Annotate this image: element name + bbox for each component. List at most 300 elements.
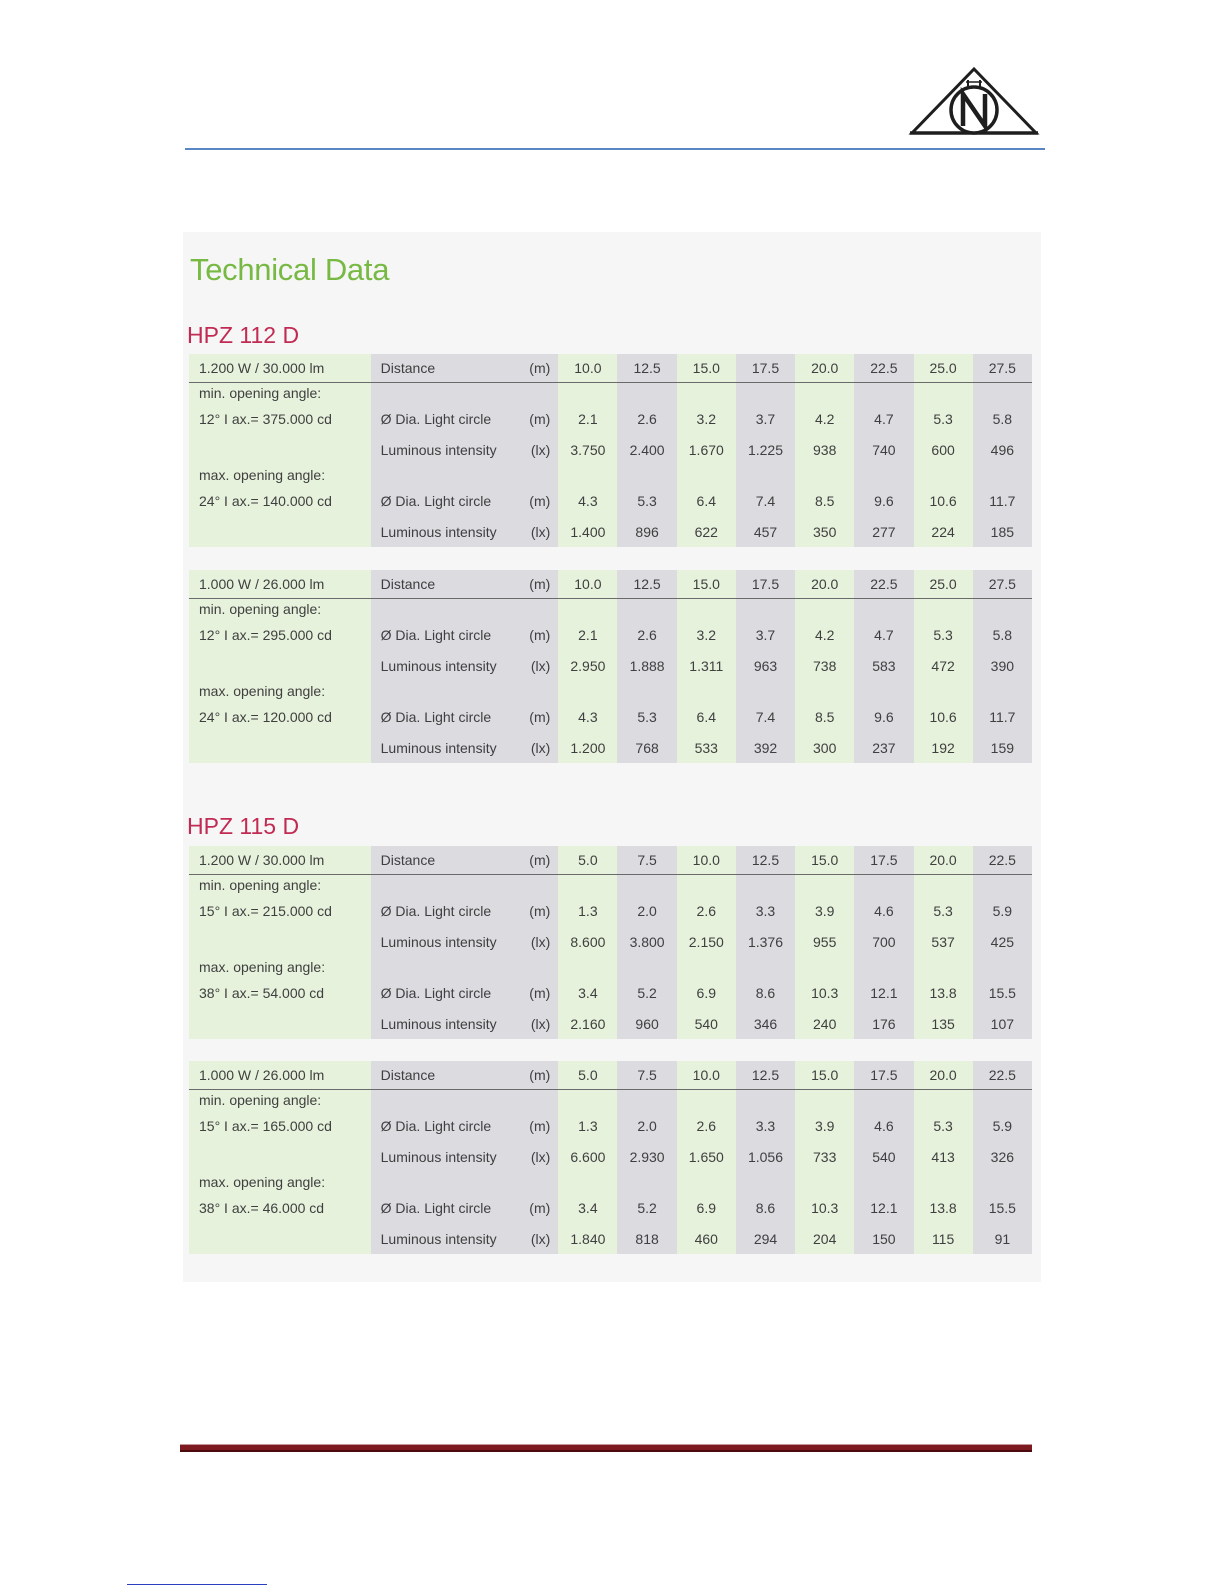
distance-value: 7.5 <box>617 846 676 875</box>
lux-unit: (lx) <box>524 1223 558 1254</box>
max-dia-value: 7.4 <box>736 701 795 732</box>
empty-cell <box>973 1172 1032 1192</box>
distance-unit: (m) <box>524 354 558 383</box>
max-lux-value: 240 <box>795 1008 854 1039</box>
max-lux-value: 91 <box>973 1223 1032 1254</box>
min-dia-value: 5.3 <box>914 619 973 650</box>
max-dia-value: 5.2 <box>617 977 676 1008</box>
max-dia-value: 6.4 <box>677 701 736 732</box>
distance-unit: (m) <box>524 1061 558 1090</box>
min-dia-value: 3.7 <box>736 619 795 650</box>
min-angle-label: min. opening angle: <box>189 599 371 620</box>
min-dia-value: 3.2 <box>677 619 736 650</box>
lux-label: Luminous intensity <box>371 434 525 465</box>
max-lux-value: 185 <box>973 516 1032 547</box>
min-angle-desc: 12° I ax.= 295.000 cd <box>189 619 371 650</box>
distance-value: 10.0 <box>677 846 736 875</box>
max-dia-value: 6.4 <box>677 485 736 516</box>
min-lux-value: 2.400 <box>617 434 676 465</box>
min-lux-value: 1.888 <box>617 650 676 681</box>
lux-label: Luminous intensity <box>371 1141 525 1172</box>
max-dia-value: 11.7 <box>973 485 1032 516</box>
min-dia-value: 5.3 <box>914 1110 973 1141</box>
empty-cell <box>558 957 617 977</box>
empty-cell <box>677 465 736 485</box>
max-lux-value: 818 <box>617 1223 676 1254</box>
max-dia-value: 3.4 <box>558 1192 617 1223</box>
empty-cell <box>524 1172 558 1192</box>
max-lux-value: 176 <box>854 1008 913 1039</box>
max-lux-value: 392 <box>736 732 795 763</box>
empty-cell <box>795 1090 854 1111</box>
empty-cell <box>617 681 676 701</box>
table-row <box>189 895 1032 926</box>
max-dia-value: 12.1 <box>854 1192 913 1223</box>
max-dia-value: 5.2 <box>617 1192 676 1223</box>
dia-label: Ø Dia. Light circle <box>371 1110 525 1141</box>
empty-cell <box>914 1090 973 1111</box>
empty-cell <box>677 1172 736 1192</box>
table-header-row <box>189 570 1032 599</box>
max-angle-desc: 24° I ax.= 120.000 cd <box>189 701 371 732</box>
distance-value: 22.5 <box>854 354 913 383</box>
empty-cell <box>736 957 795 977</box>
empty-cell <box>854 957 913 977</box>
data-table <box>189 846 1032 1039</box>
min-dia-value: 4.2 <box>795 403 854 434</box>
distance-value: 27.5 <box>973 570 1032 599</box>
distance-unit: (m) <box>524 570 558 599</box>
empty-cell <box>914 599 973 620</box>
max-dia-value: 10.6 <box>914 701 973 732</box>
empty-cell <box>558 1172 617 1192</box>
max-dia-value: 13.8 <box>914 977 973 1008</box>
distance-value: 22.5 <box>973 1061 1032 1090</box>
table-row <box>189 1192 1032 1223</box>
max-lux-value: 460 <box>677 1223 736 1254</box>
table-row <box>189 650 1032 681</box>
distance-value: 17.5 <box>854 1061 913 1090</box>
empty-cell <box>795 875 854 896</box>
distance-label: Distance <box>371 354 525 383</box>
distance-value: 20.0 <box>914 1061 973 1090</box>
max-dia-value: 10.3 <box>795 977 854 1008</box>
max-angle-desc: 38° I ax.= 54.000 cd <box>189 977 371 1008</box>
max-lux-value: 115 <box>914 1223 973 1254</box>
empty-cell <box>973 681 1032 701</box>
max-angle-label: max. opening angle: <box>189 465 371 485</box>
max-dia-value: 10.3 <box>795 1192 854 1223</box>
min-lux-value: 2.150 <box>677 926 736 957</box>
empty-cell <box>736 1172 795 1192</box>
min-lux-value: 733 <box>795 1141 854 1172</box>
empty-cell <box>189 1008 371 1039</box>
min-lux-value: 600 <box>914 434 973 465</box>
table-row <box>189 619 1032 650</box>
max-lux-value: 1.840 <box>558 1223 617 1254</box>
dia-unit: (m) <box>524 485 558 516</box>
max-lux-value: 960 <box>617 1008 676 1039</box>
distance-value: 15.0 <box>795 846 854 875</box>
max-dia-value: 9.6 <box>854 701 913 732</box>
min-dia-value: 5.3 <box>914 403 973 434</box>
table-header-row <box>189 846 1032 875</box>
lux-label: Luminous intensity <box>371 1008 525 1039</box>
empty-cell <box>973 1090 1032 1111</box>
empty-cell <box>795 383 854 404</box>
max-angle-label: max. opening angle: <box>189 681 371 701</box>
empty-cell <box>371 1090 525 1111</box>
empty-cell <box>524 383 558 404</box>
table-row <box>189 701 1032 732</box>
empty-cell <box>524 875 558 896</box>
empty-cell <box>914 681 973 701</box>
empty-cell <box>524 681 558 701</box>
empty-cell <box>973 957 1032 977</box>
empty-cell <box>189 1141 371 1172</box>
min-dia-value: 5.9 <box>973 895 1032 926</box>
max-dia-value: 10.6 <box>914 485 973 516</box>
max-dia-value: 8.6 <box>736 977 795 1008</box>
max-dia-value: 4.3 <box>558 701 617 732</box>
dia-unit: (m) <box>524 403 558 434</box>
min-dia-value: 2.0 <box>617 895 676 926</box>
page-title: Technical Data <box>190 252 390 287</box>
max-lux-value: 150 <box>854 1223 913 1254</box>
max-lux-value: 350 <box>795 516 854 547</box>
table-row <box>189 1141 1032 1172</box>
max-angle-label: max. opening angle: <box>189 1172 371 1192</box>
dia-unit: (m) <box>524 977 558 1008</box>
lux-label: Luminous intensity <box>371 926 525 957</box>
min-dia-value: 1.3 <box>558 1110 617 1141</box>
min-dia-value: 4.7 <box>854 619 913 650</box>
min-dia-value: 3.2 <box>677 403 736 434</box>
max-lux-value: 277 <box>854 516 913 547</box>
distance-value: 22.5 <box>973 846 1032 875</box>
table-row <box>189 875 1032 896</box>
empty-cell <box>617 957 676 977</box>
empty-cell <box>736 599 795 620</box>
max-dia-value: 12.1 <box>854 977 913 1008</box>
min-dia-value: 5.9 <box>973 1110 1032 1141</box>
min-lux-value: 390 <box>973 650 1032 681</box>
max-lux-value: 159 <box>973 732 1032 763</box>
distance-value: 17.5 <box>736 354 795 383</box>
min-dia-value: 5.8 <box>973 403 1032 434</box>
lux-unit: (lx) <box>524 926 558 957</box>
empty-cell <box>189 650 371 681</box>
empty-cell <box>524 1090 558 1111</box>
distance-value: 20.0 <box>914 846 973 875</box>
empty-cell <box>371 383 525 404</box>
empty-cell <box>617 383 676 404</box>
empty-cell <box>854 465 913 485</box>
min-lux-value: 472 <box>914 650 973 681</box>
power-rating: 1.000 W / 26.000 lm <box>189 570 371 599</box>
min-angle-desc: 12° I ax.= 375.000 cd <box>189 403 371 434</box>
table-row <box>189 1223 1032 1254</box>
max-lux-value: 540 <box>677 1008 736 1039</box>
min-dia-value: 2.6 <box>677 895 736 926</box>
empty-cell <box>795 681 854 701</box>
max-angle-desc: 38° I ax.= 46.000 cd <box>189 1192 371 1223</box>
distance-value: 15.0 <box>677 354 736 383</box>
min-lux-value: 6.600 <box>558 1141 617 1172</box>
dia-label: Ø Dia. Light circle <box>371 977 525 1008</box>
distance-value: 7.5 <box>617 1061 676 1090</box>
table-row <box>189 485 1032 516</box>
empty-cell <box>795 1172 854 1192</box>
dia-label: Ø Dia. Light circle <box>371 619 525 650</box>
empty-cell <box>795 957 854 977</box>
empty-cell <box>677 681 736 701</box>
distance-value: 25.0 <box>914 354 973 383</box>
min-dia-value: 2.6 <box>617 619 676 650</box>
min-lux-value: 8.600 <box>558 926 617 957</box>
company-logo-icon <box>908 66 1044 138</box>
distance-value: 12.5 <box>617 354 676 383</box>
min-lux-value: 700 <box>854 926 913 957</box>
data-table <box>189 1061 1032 1254</box>
empty-cell <box>736 383 795 404</box>
min-angle-label: min. opening angle: <box>189 875 371 896</box>
empty-cell <box>558 681 617 701</box>
max-angle-label: max. opening angle: <box>189 957 371 977</box>
empty-cell <box>914 957 973 977</box>
power-rating: 1.200 W / 30.000 lm <box>189 354 371 383</box>
max-dia-value: 6.9 <box>677 977 736 1008</box>
table-row <box>189 1090 1032 1111</box>
empty-cell <box>617 599 676 620</box>
empty-cell <box>973 465 1032 485</box>
empty-cell <box>677 957 736 977</box>
lux-label: Luminous intensity <box>371 732 525 763</box>
dia-unit: (m) <box>524 619 558 650</box>
max-dia-value: 5.3 <box>617 485 676 516</box>
min-lux-value: 540 <box>854 1141 913 1172</box>
min-lux-value: 583 <box>854 650 913 681</box>
max-dia-value: 5.3 <box>617 701 676 732</box>
empty-cell <box>189 434 371 465</box>
max-lux-value: 2.160 <box>558 1008 617 1039</box>
max-lux-value: 300 <box>795 732 854 763</box>
min-lux-value: 2.950 <box>558 650 617 681</box>
distance-value: 22.5 <box>854 570 913 599</box>
max-lux-value: 237 <box>854 732 913 763</box>
min-dia-value: 3.3 <box>736 895 795 926</box>
distance-label: Distance <box>371 846 525 875</box>
distance-unit: (m) <box>524 846 558 875</box>
distance-value: 20.0 <box>795 354 854 383</box>
empty-cell <box>914 465 973 485</box>
max-lux-value: 224 <box>914 516 973 547</box>
empty-cell <box>854 383 913 404</box>
power-rating: 1.200 W / 30.000 lm <box>189 846 371 875</box>
table-row <box>189 465 1032 485</box>
max-lux-value: 768 <box>617 732 676 763</box>
distance-value: 15.0 <box>795 1061 854 1090</box>
min-lux-value: 425 <box>973 926 1032 957</box>
table-row <box>189 1110 1032 1141</box>
min-dia-value: 2.1 <box>558 619 617 650</box>
min-dia-value: 5.3 <box>914 895 973 926</box>
min-lux-value: 1.311 <box>677 650 736 681</box>
empty-cell <box>973 599 1032 620</box>
max-lux-value: 204 <box>795 1223 854 1254</box>
lux-unit: (lx) <box>524 1008 558 1039</box>
empty-cell <box>677 1090 736 1111</box>
min-lux-value: 413 <box>914 1141 973 1172</box>
dia-unit: (m) <box>524 895 558 926</box>
distance-value: 5.0 <box>558 1061 617 1090</box>
lux-unit: (lx) <box>524 650 558 681</box>
distance-value: 10.0 <box>558 354 617 383</box>
table-row <box>189 1172 1032 1192</box>
power-rating: 1.000 W / 26.000 lm <box>189 1061 371 1090</box>
min-dia-value: 4.2 <box>795 619 854 650</box>
lux-label: Luminous intensity <box>371 516 525 547</box>
max-lux-value: 192 <box>914 732 973 763</box>
min-lux-value: 496 <box>973 434 1032 465</box>
min-dia-value: 2.6 <box>617 403 676 434</box>
distance-value: 15.0 <box>677 570 736 599</box>
min-dia-value: 4.7 <box>854 403 913 434</box>
empty-cell <box>914 875 973 896</box>
empty-cell <box>736 1090 795 1111</box>
distance-value: 17.5 <box>736 570 795 599</box>
distance-value: 27.5 <box>973 354 1032 383</box>
dia-label: Ø Dia. Light circle <box>371 895 525 926</box>
distance-value: 25.0 <box>914 570 973 599</box>
min-dia-value: 3.9 <box>795 895 854 926</box>
distance-value: 10.0 <box>677 1061 736 1090</box>
empty-cell <box>677 875 736 896</box>
empty-cell <box>854 875 913 896</box>
empty-cell <box>795 599 854 620</box>
table-row <box>189 599 1032 620</box>
table-header-row <box>189 354 1032 383</box>
empty-cell <box>189 732 371 763</box>
empty-cell <box>617 1172 676 1192</box>
min-dia-value: 1.3 <box>558 895 617 926</box>
empty-cell <box>524 957 558 977</box>
footer-rule <box>180 1444 1032 1452</box>
table-row <box>189 681 1032 701</box>
lux-label: Luminous intensity <box>371 1223 525 1254</box>
min-lux-value: 537 <box>914 926 973 957</box>
min-dia-value: 5.8 <box>973 619 1032 650</box>
empty-cell <box>736 465 795 485</box>
dia-label: Ø Dia. Light circle <box>371 701 525 732</box>
max-dia-value: 7.4 <box>736 485 795 516</box>
min-lux-value: 1.225 <box>736 434 795 465</box>
table-row <box>189 732 1032 763</box>
max-dia-value: 13.8 <box>914 1192 973 1223</box>
max-angle-desc: 24° I ax.= 140.000 cd <box>189 485 371 516</box>
empty-cell <box>558 875 617 896</box>
max-lux-value: 135 <box>914 1008 973 1039</box>
max-lux-value: 622 <box>677 516 736 547</box>
max-dia-value: 15.5 <box>973 977 1032 1008</box>
empty-cell <box>558 383 617 404</box>
empty-cell <box>558 1090 617 1111</box>
max-dia-value: 8.5 <box>795 485 854 516</box>
min-dia-value: 2.1 <box>558 403 617 434</box>
min-lux-value: 963 <box>736 650 795 681</box>
lux-label: Luminous intensity <box>371 650 525 681</box>
table-row <box>189 977 1032 1008</box>
lux-unit: (lx) <box>524 1141 558 1172</box>
max-lux-value: 1.400 <box>558 516 617 547</box>
table-row <box>189 957 1032 977</box>
empty-cell <box>558 599 617 620</box>
lux-unit: (lx) <box>524 516 558 547</box>
empty-cell <box>371 957 525 977</box>
max-dia-value: 9.6 <box>854 485 913 516</box>
max-lux-value: 457 <box>736 516 795 547</box>
empty-cell <box>973 383 1032 404</box>
max-dia-value: 8.6 <box>736 1192 795 1223</box>
lux-unit: (lx) <box>524 434 558 465</box>
max-lux-value: 346 <box>736 1008 795 1039</box>
min-dia-value: 2.6 <box>677 1110 736 1141</box>
max-lux-value: 533 <box>677 732 736 763</box>
empty-cell <box>677 599 736 620</box>
empty-cell <box>189 516 371 547</box>
model-title: HPZ 115 D <box>187 813 300 839</box>
min-dia-value: 3.9 <box>795 1110 854 1141</box>
distance-value: 12.5 <box>736 846 795 875</box>
empty-cell <box>914 383 973 404</box>
dia-label: Ø Dia. Light circle <box>371 485 525 516</box>
table-row <box>189 926 1032 957</box>
empty-cell <box>524 465 558 485</box>
table-row <box>189 434 1032 465</box>
max-lux-value: 1.200 <box>558 732 617 763</box>
dia-unit: (m) <box>524 1110 558 1141</box>
min-lux-value: 1.376 <box>736 926 795 957</box>
empty-cell <box>189 1223 371 1254</box>
empty-cell <box>973 875 1032 896</box>
empty-cell <box>558 465 617 485</box>
lux-unit: (lx) <box>524 732 558 763</box>
empty-cell <box>854 681 913 701</box>
distance-label: Distance <box>371 570 525 599</box>
max-dia-value: 3.4 <box>558 977 617 1008</box>
empty-cell <box>617 465 676 485</box>
min-lux-value: 2.930 <box>617 1141 676 1172</box>
min-dia-value: 4.6 <box>854 895 913 926</box>
empty-cell <box>371 465 525 485</box>
table-header-row <box>189 1061 1032 1090</box>
model-title: HPZ 112 D <box>187 322 300 348</box>
distance-label: Distance <box>371 1061 525 1090</box>
max-lux-value: 107 <box>973 1008 1032 1039</box>
min-lux-value: 326 <box>973 1141 1032 1172</box>
table-row <box>189 516 1032 547</box>
empty-cell <box>736 681 795 701</box>
empty-cell <box>617 1090 676 1111</box>
min-angle-desc: 15° I ax.= 165.000 cd <box>189 1110 371 1141</box>
dia-label: Ø Dia. Light circle <box>371 1192 525 1223</box>
header-rule <box>185 148 1045 150</box>
empty-cell <box>189 926 371 957</box>
max-dia-value: 4.3 <box>558 485 617 516</box>
min-lux-value: 740 <box>854 434 913 465</box>
min-dia-value: 4.6 <box>854 1110 913 1141</box>
max-dia-value: 15.5 <box>973 1192 1032 1223</box>
